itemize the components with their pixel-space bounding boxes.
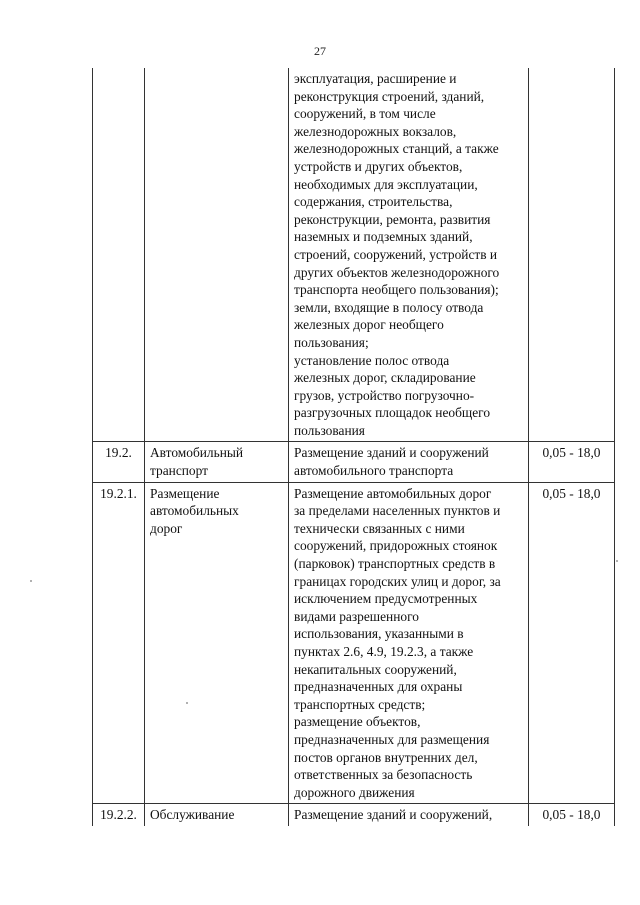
description-line: за пределами населенных пунктов и: [294, 503, 501, 519]
name-line: Размещение: [150, 485, 220, 501]
description-line: установление полос отвода: [294, 352, 450, 368]
description-line: исключением предусмотренных: [294, 591, 478, 607]
description-line: предназначенных для размещения: [294, 731, 490, 747]
row-description: [289, 482, 529, 804]
name-line: Обслуживание: [150, 807, 235, 823]
description-line: некапитальных сооружений,: [294, 661, 457, 677]
description-line: земли, входящие в полосу отвода: [294, 299, 484, 315]
description-line: железнодорожных вокзалов,: [294, 123, 457, 139]
land-use-table: [92, 68, 615, 826]
name-line: дорог: [150, 520, 183, 536]
row-description: [289, 804, 529, 826]
description-line: содержания, строительства,: [294, 194, 453, 210]
description-line: других объектов железнодорожного: [294, 264, 500, 280]
row-size: 0,05 - 18,0: [529, 804, 615, 826]
table-row: [93, 68, 615, 442]
table-row: [93, 804, 615, 826]
row-name: [145, 442, 289, 482]
table-row: [93, 482, 615, 804]
row-name: [145, 804, 289, 826]
description-line: предназначенных для охраны: [294, 679, 463, 695]
description-line: разгрузочных площадок необщего: [294, 405, 491, 421]
name-line: Автомобильный: [150, 445, 244, 461]
description-line: видами разрешенного: [294, 608, 419, 624]
description-line: железных дорог, складирование: [294, 370, 476, 386]
scan-speck: [30, 580, 32, 582]
description-line: устройств и других объектов,: [294, 158, 463, 174]
row-size: 0,05 - 18,0: [529, 482, 615, 804]
description-line: транспорта необщего пользования);: [294, 282, 499, 298]
description-line: реконструкция строений, зданий,: [294, 88, 485, 104]
description-line: необходимых для эксплуатации,: [294, 176, 478, 192]
table-body: [93, 68, 615, 826]
description-line: железных дорог необщего: [294, 317, 444, 333]
description-line: реконструкции, ремонта, развития: [294, 211, 491, 227]
row-size: 0,05 - 18,0: [529, 442, 615, 482]
row-name: [145, 482, 289, 804]
description-line: Размещение автомобильных дорог: [294, 485, 492, 501]
description-line: (парковок) транспортных средств в: [294, 556, 496, 572]
row-code: 19.2.1.: [93, 482, 145, 804]
row-code: [93, 68, 145, 442]
row-code: 19.2.: [93, 442, 145, 482]
row-size: [529, 68, 615, 442]
description-line: сооружений, в том числе: [294, 106, 436, 122]
description-line: пользования: [294, 422, 365, 438]
scan-speck: [186, 702, 188, 704]
description-line: транспортных средств;: [294, 696, 426, 712]
description-line: строений, сооружений, устройств и: [294, 246, 498, 262]
name-line: транспорт: [150, 463, 208, 479]
description-line: автомобильного транспорта: [294, 463, 454, 479]
row-description: [289, 442, 529, 482]
page-number: 27: [314, 44, 326, 58]
description-line: пользования;: [294, 334, 369, 350]
description-line: Размещение зданий и сооружений: [294, 445, 489, 461]
row-description: [289, 68, 529, 442]
name-line: автомобильных: [150, 503, 239, 519]
description-line: использования, указанными в: [294, 626, 464, 642]
description-line: сооружений, придорожных стоянок: [294, 538, 498, 554]
description-line: границах городских улиц и дорог, за: [294, 573, 501, 589]
row-name: [145, 68, 289, 442]
description-line: пунктах 2.6, 4.9, 19.2.3, а также: [294, 644, 474, 659]
description-line: технически связанных с ними: [294, 520, 465, 536]
row-code: 19.2.2.: [93, 804, 145, 826]
description-line: размещение объектов,: [294, 714, 421, 730]
description-line: наземных и подземных зданий,: [294, 229, 473, 245]
description-line: грузов, устройство погрузочно-: [294, 387, 475, 403]
description-line: железнодорожных станций, а также: [294, 141, 499, 157]
description-line: постов органов внутренних дел,: [294, 749, 478, 765]
table-row: [93, 442, 615, 482]
description-line: эксплуатация, расширение и: [294, 71, 457, 86]
description-line: ответственных за безопасность: [294, 767, 473, 783]
scan-speck: [616, 560, 618, 562]
description-line: Размещение зданий и сооружений,: [294, 807, 493, 823]
description-line: дорожного движения: [294, 784, 415, 800]
